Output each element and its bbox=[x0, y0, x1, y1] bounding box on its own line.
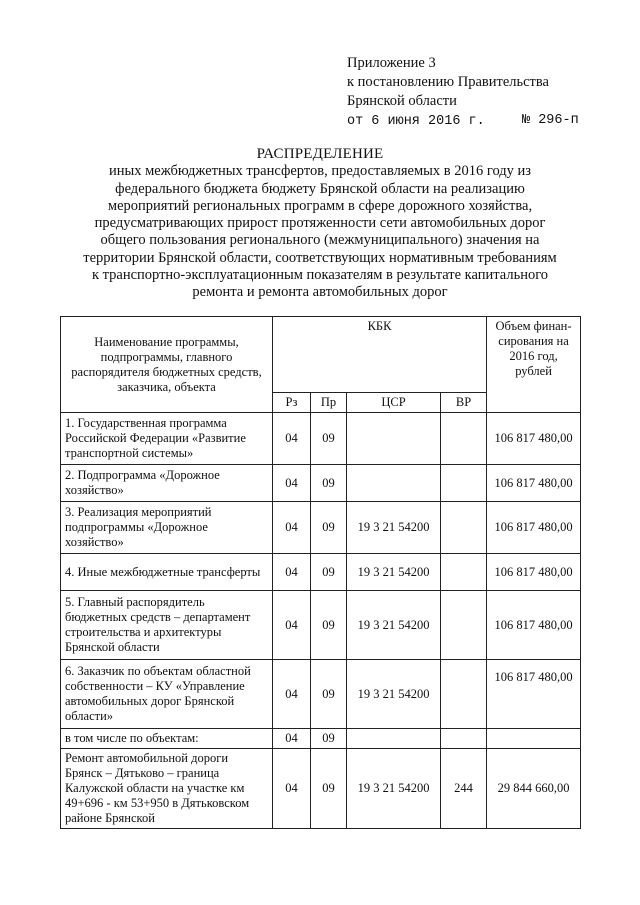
row-pr: 09 bbox=[311, 465, 347, 502]
row-vr bbox=[441, 413, 487, 465]
header-csr: ЦСР bbox=[347, 393, 441, 413]
row-rz: 04 bbox=[273, 554, 311, 591]
header-amount: Объем финан-сирования на 2016 год, рублей bbox=[487, 317, 581, 413]
heading-line: общего пользования регионального (межмуниципального) значения на bbox=[100, 232, 540, 249]
row-csr bbox=[347, 729, 441, 749]
row-rz: 04 bbox=[273, 660, 311, 729]
row-rz: 04 bbox=[273, 502, 311, 554]
row-csr: 19 3 21 54200 bbox=[347, 502, 441, 554]
row-csr bbox=[347, 465, 441, 502]
row-csr: 19 3 21 54200 bbox=[347, 749, 441, 829]
appendix-number: № 296-п bbox=[522, 113, 579, 128]
table-row bbox=[61, 554, 581, 591]
row-pr: 09 bbox=[311, 554, 347, 591]
row-vr bbox=[441, 591, 487, 660]
heading-line: к транспортно-эксплуатационным показателям в результате капитального bbox=[91, 267, 549, 284]
heading-line: мероприятий региональных программ в сфере дорожного хозяйства, bbox=[107, 197, 533, 214]
row-rz: 04 bbox=[273, 465, 311, 502]
row-csr: 19 3 21 54200 bbox=[347, 660, 441, 729]
row-rz: 04 bbox=[273, 591, 311, 660]
row-name: 1. Государственная программа Российской Федерации «Развитие транспортной системы» bbox=[61, 413, 273, 465]
distribution-table bbox=[60, 316, 581, 829]
row-vr bbox=[441, 660, 487, 729]
row-amount: 29 844 660,00 bbox=[487, 749, 581, 829]
row-amount: 106 817 480,00 bbox=[487, 465, 581, 502]
appendix-resolution: к постановлению Правительства bbox=[347, 74, 549, 90]
row-vr bbox=[441, 502, 487, 554]
row-csr: 19 3 21 54200 bbox=[347, 554, 441, 591]
row-vr: 244 bbox=[441, 749, 487, 829]
heading-line: ремонта и ремонта автомобильных дорог bbox=[192, 284, 448, 301]
table-row bbox=[61, 591, 581, 660]
row-pr: 09 bbox=[311, 749, 347, 829]
row-name: Ремонт автомобильной дороги Брянск – Дятьково – граница Калужской области на участке км 49+696 - км 53+950 в Дятьковском районе Брянской bbox=[61, 749, 273, 829]
row-amount: 106 817 480,00 bbox=[487, 554, 581, 591]
table-header-row bbox=[61, 317, 581, 393]
row-rz: 04 bbox=[273, 729, 311, 749]
header-pr: Пр bbox=[311, 393, 347, 413]
appendix-date: от 6 июня 2016 г. bbox=[347, 114, 485, 129]
row-pr: 09 bbox=[311, 413, 347, 465]
header-kbk: КБК bbox=[273, 317, 487, 393]
row-rz: 04 bbox=[273, 749, 311, 829]
table-row bbox=[61, 660, 581, 729]
row-rz: 04 bbox=[273, 413, 311, 465]
document-heading bbox=[60, 146, 580, 302]
row-name: 6. Заказчик по объектам областной собственности – КУ «Управление автомобильных дорог Брянской области» bbox=[61, 660, 273, 729]
table-row bbox=[61, 465, 581, 502]
row-name: 3. Реализация мероприятий подпрограммы «Дорожное хозяйство» bbox=[61, 502, 273, 554]
table-row bbox=[61, 502, 581, 554]
table-row bbox=[61, 749, 581, 829]
row-name: 5. Главный распорядитель бюджетных средств – департамент строительства и архитектуры Брянской области bbox=[61, 591, 273, 660]
row-csr: 19 3 21 54200 bbox=[347, 591, 441, 660]
row-name: 4. Иные межбюджетные трансферты bbox=[61, 554, 273, 591]
row-name: в том числе по объектам: bbox=[61, 729, 273, 749]
row-pr: 09 bbox=[311, 591, 347, 660]
row-amount: 106 817 480,00 bbox=[487, 660, 581, 729]
heading-line: иных межбюджетных трансфертов, предоставляемых в 2016 году из bbox=[108, 163, 532, 180]
heading-line: предусматривающих прирост протяженности сети автомобильных дорог bbox=[94, 215, 546, 232]
heading-line: федерального бюджета бюджету Брянской области на реализацию bbox=[115, 180, 525, 197]
table-row bbox=[61, 413, 581, 465]
row-amount bbox=[487, 729, 581, 749]
row-pr: 09 bbox=[311, 729, 347, 749]
header-name: Наименование программы, подпрограммы, главного распорядителя бюджетных средств, заказчика, объекта bbox=[61, 317, 273, 413]
row-vr bbox=[441, 729, 487, 749]
row-pr: 09 bbox=[311, 660, 347, 729]
row-amount: 106 817 480,00 bbox=[487, 591, 581, 660]
row-amount: 106 817 480,00 bbox=[487, 413, 581, 465]
row-vr bbox=[441, 465, 487, 502]
appendix-block bbox=[347, 54, 597, 131]
row-amount: 106 817 480,00 bbox=[487, 502, 581, 554]
table-row bbox=[61, 729, 581, 749]
header-rz: Рз bbox=[273, 393, 311, 413]
document-title: РАСПРЕДЕЛЕНИЕ bbox=[256, 146, 384, 162]
heading-line: территории Брянской области, соответствующих нормативным требованиям bbox=[83, 249, 557, 266]
row-name: 2. Подпрограмма «Дорожное хозяйство» bbox=[61, 465, 273, 502]
header-vr: ВР bbox=[441, 393, 487, 413]
row-pr: 09 bbox=[311, 502, 347, 554]
appendix-title: Приложение 3 bbox=[347, 55, 436, 71]
row-csr bbox=[347, 413, 441, 465]
appendix-region: Брянской области bbox=[347, 93, 457, 109]
appendix-date-row bbox=[347, 111, 597, 131]
row-vr bbox=[441, 554, 487, 591]
